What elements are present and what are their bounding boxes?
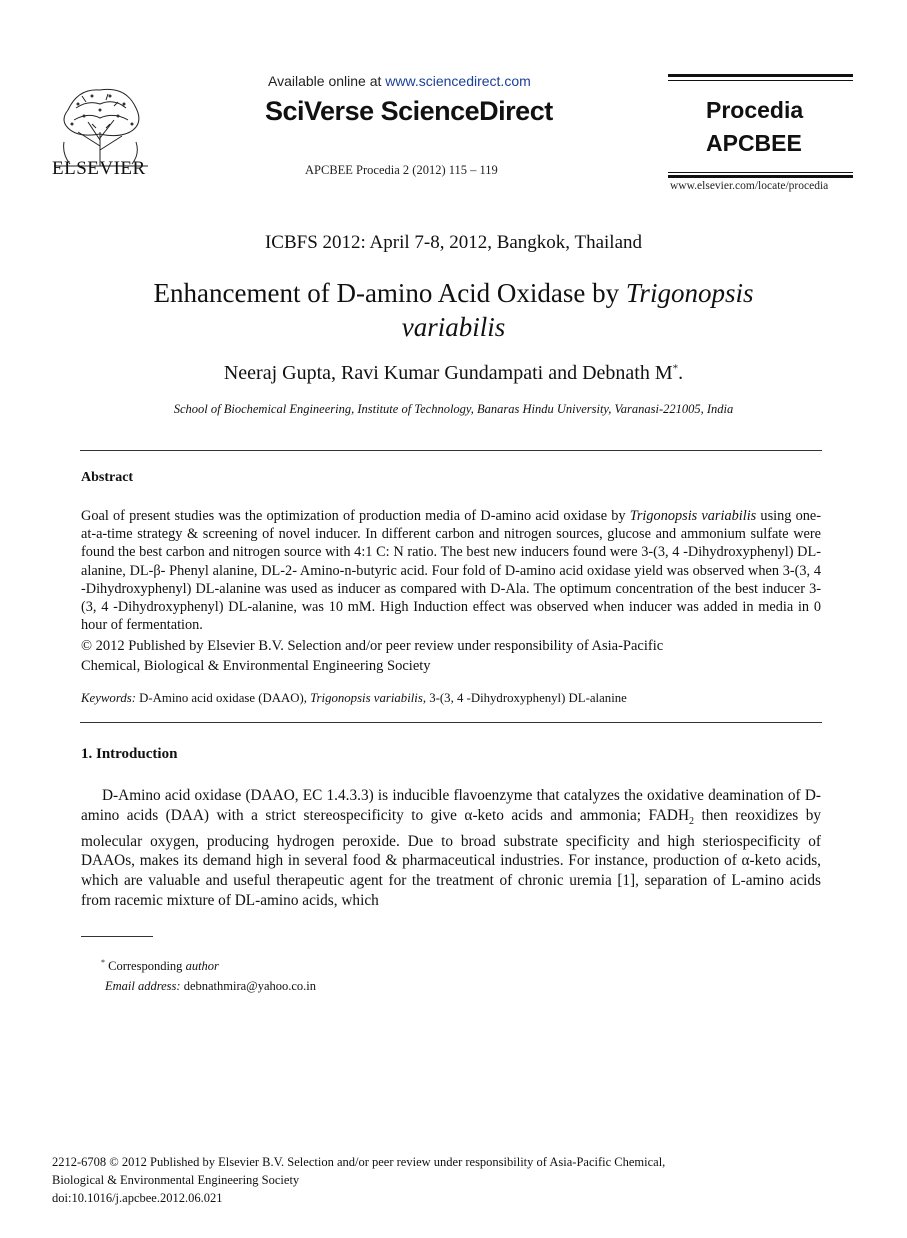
abstract-heading: Abstract [81,470,134,485]
journal-url: www.elsevier.com/locate/procedia [670,180,829,192]
available-online: Available online at www.sciencedirect.com [268,73,531,89]
journal-reference: APCBEE Procedia 2 (2012) 115 – 119 [305,163,498,177]
sciverse-brand: SciVerse ScienceDirect [265,96,553,126]
introduction-text: D-Amino acid oxidase (DAAO, EC 1.4.3.3) is inducible flavoenzyme that catalyzes the oxidative deamination of D-amino acids (DAA) with a strict stereospecificity to give α-keto acids and ammonia; $FADH_2$ then reoxidizes by molecular oxygen, producing hydrogen peroxide. Due to broad substrate specificity and high steriospecificity of DAAOs, makes its demand high in several food & pharmaceutical industries. For instance, production of α-keto acids, which are valuable and useful therapeutic agent for the treatment of chronic uremia [1], separation of L-amino acids from racemic mixture of DL-amino acids, which [81,787,821,910]
conference-line: ICBFS 2012: April 7-8, 2012, Bangkok, Thailand [264,232,642,253]
procedia-title: Procedia APCBEE [706,97,804,156]
footnote-email: Email address: debnathmira@yahoo.co.in [105,979,317,993]
divider-bottom [80,722,822,723]
sciencedirect-link[interactable]: www.sciencedirect.com [385,73,531,89]
divider-top [80,450,822,451]
page-footer: 2212-6708 © 2012 Published by Elsevier B.V. Selection and/or peer review under responsibility of Asia-Pacific Chemical, Biological & Environmental Engineering Society doi:10.1016/j.apcbee.2012.06.021 [52,1155,666,1205]
elsevier-wordmark: ELSEVIER [52,158,146,179]
procedia-logo [668,74,853,186]
affiliation: School of Biochemical Engineering, Institute of Technology, Banaras Hindu University, Varanasi-221005, India [173,402,734,416]
footnote-corresponding: * Corresponding author [101,958,219,974]
footnote-rule [81,936,153,937]
keywords: Keywords: D-Amino acid oxidase (DAAO), Trigonopsis variabilis, 3-(3, 4 -Dihydroxyphenyl) DL-alanine [81,691,627,705]
authors: Neeraj Gupta, Ravi Kumar Gundampati and Debnath M*. [223,362,684,384]
abstract-text: Goal of present studies was the optimization of production media of D-amino acid oxidase by Trigonopsis variabilis using one-at-a-time strategy & screening of novel inducer. In different carbon and nitrogen sources, glucose and ammonium sulfate were found the best carbon and nitrogen source with 4:1 C: N ratio. The best new inducers found were 3-(3, 4 -Dihydroxyphenyl) DL-alanine, DL-β- Phenyl alanine, DL-2- Amino-n-butyric acid. Four fold of D-amino acid oxidase yield was observed when 3-(3, 4 -Dihydroxyphenyl) DL-alanine was used as inducer as compared with D-Ala. The optimum concentration of the best inducer 3-(3, 4 -Dihydroxyphenyl) DL-alanine, was 10 mM. High Induction effect was observed when inducer was added in media in 0 hour of fermentation. [81,508,821,634]
article-title: Enhancement of D-amino Acid Oxidase by Trigonopsis variabilis [153,278,754,342]
introduction-heading: 1. Introduction [81,746,178,762]
copyright-notice: © 2012 Published by Elsevier B.V. Selection and/or peer review under responsibility of Asia-Pacific Chemical, Biological & Environmental Engineering Society [81,638,664,674]
